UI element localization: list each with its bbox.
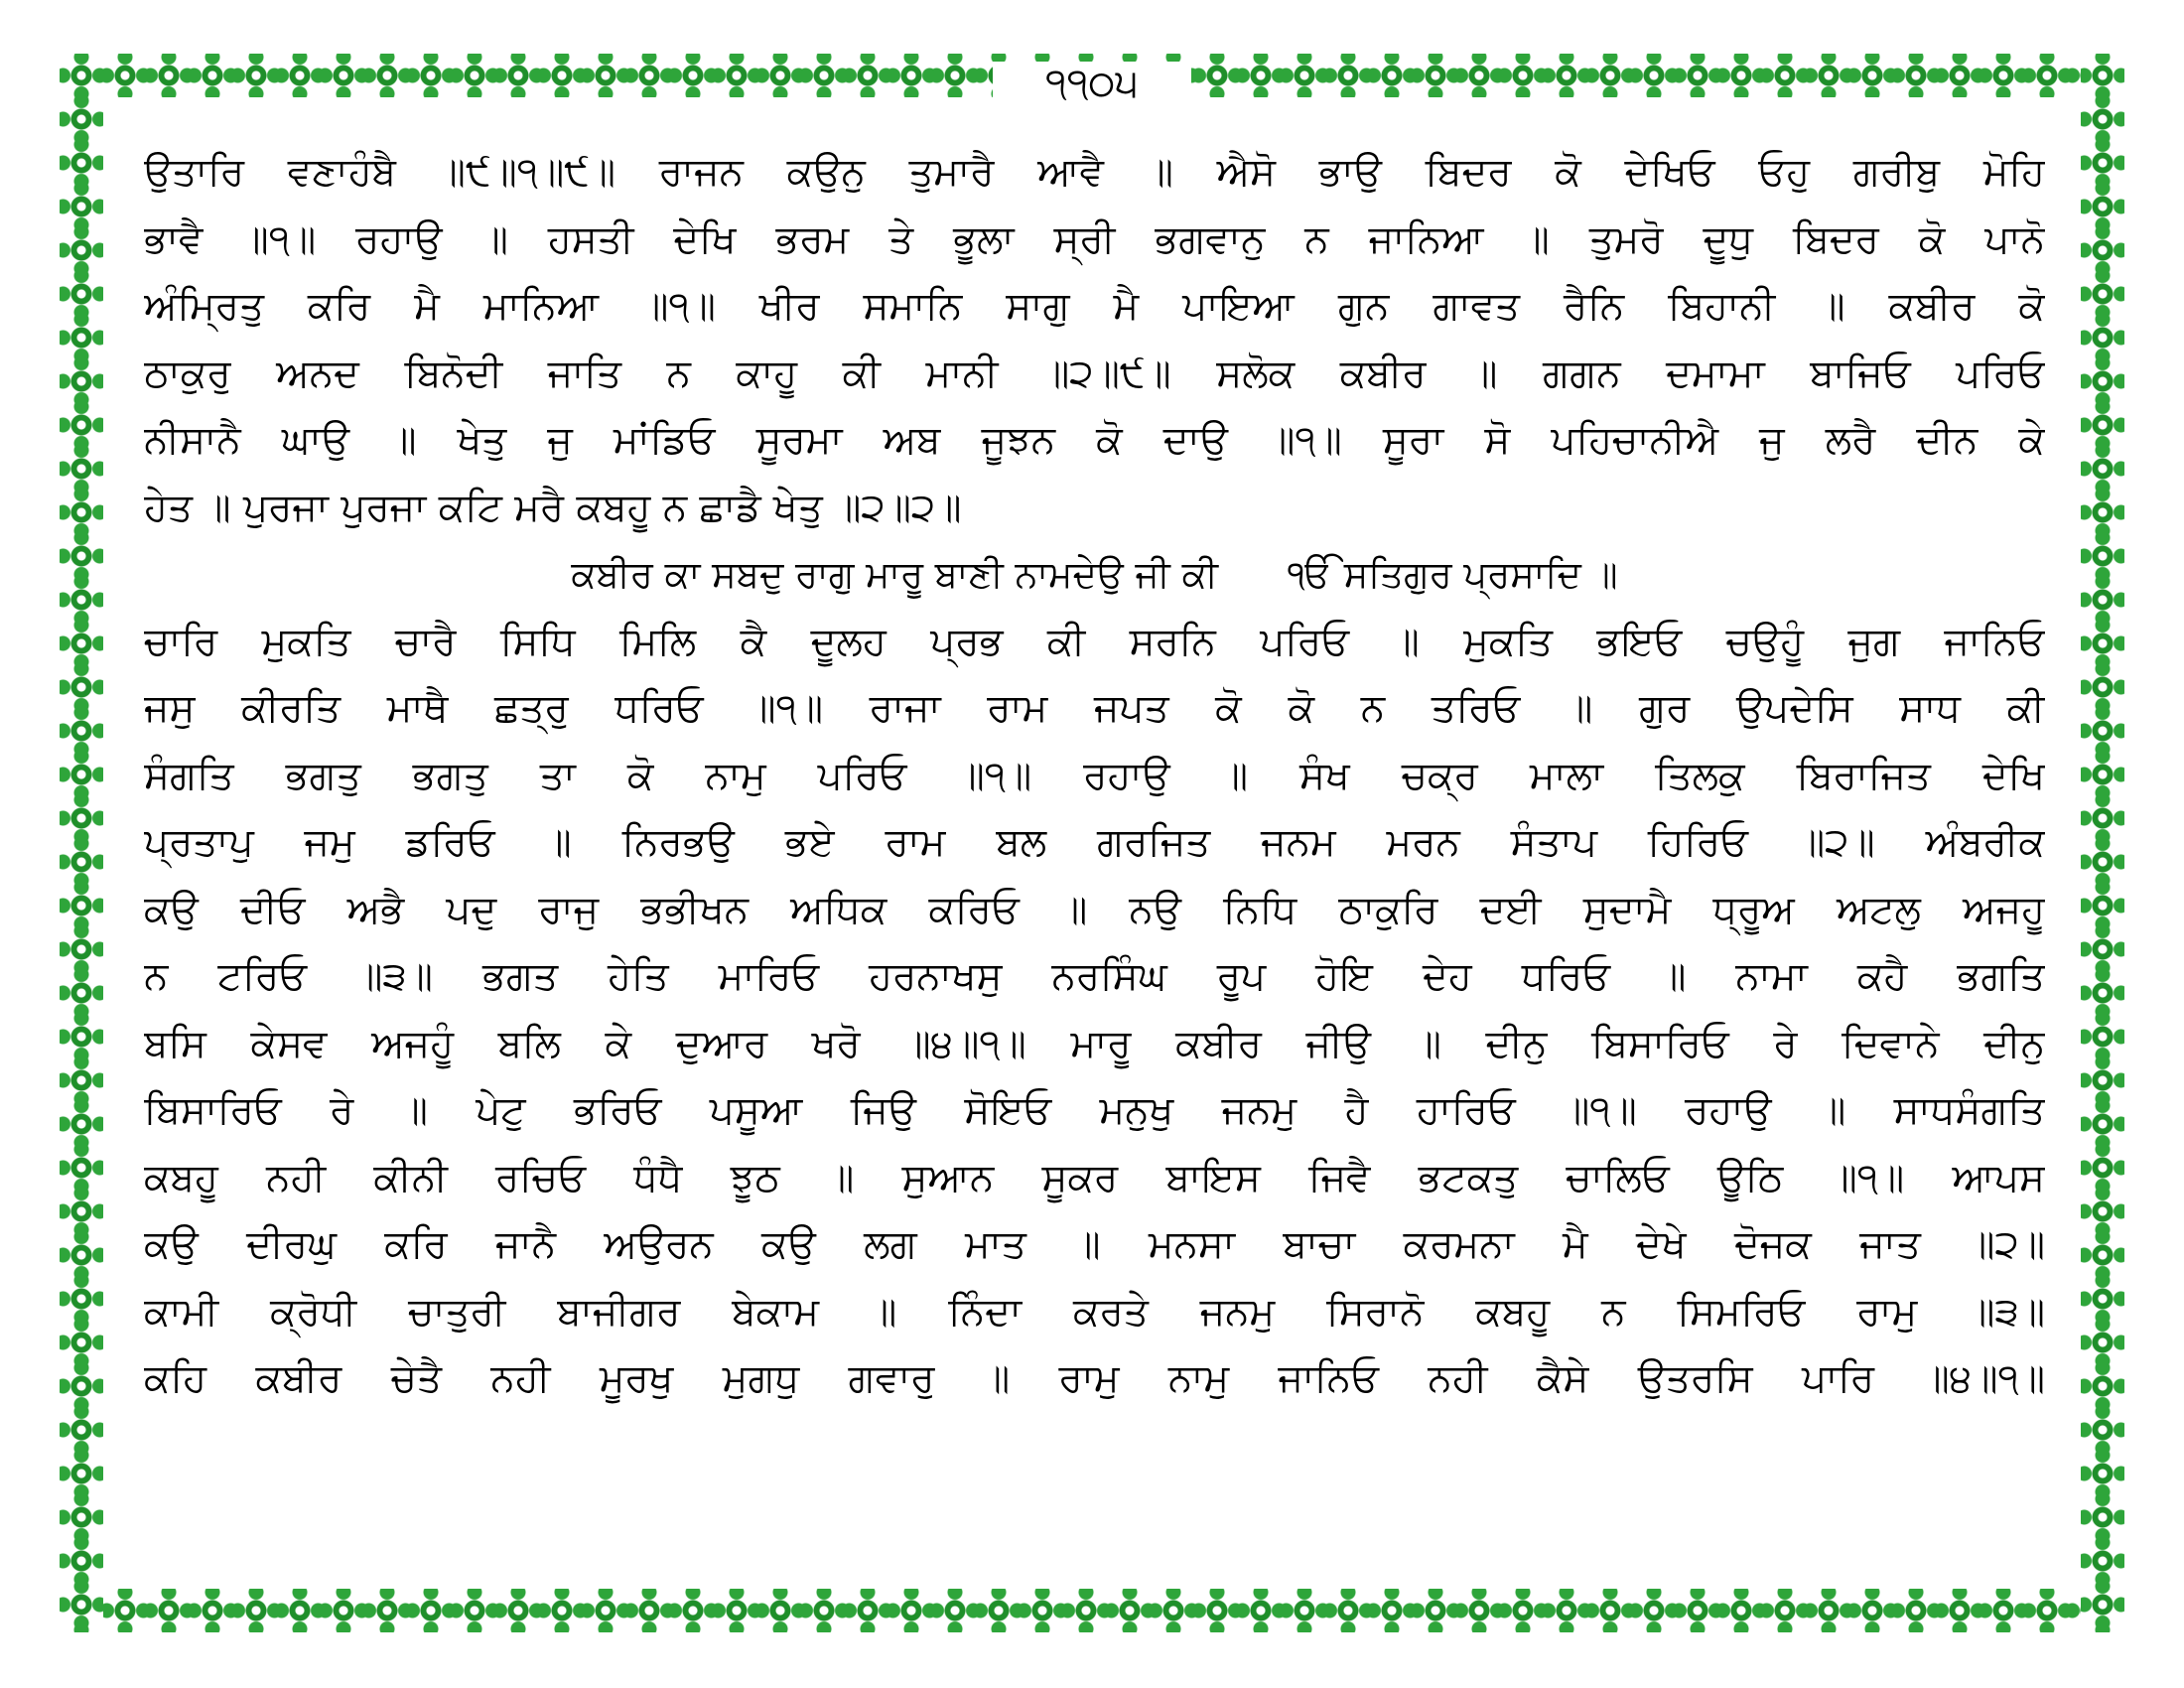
text-line: ਸੰਗਤਿ ਭਗਤੁ ਭਗਤੁ ਤਾ ਕੋ ਨਾਮੁ ਪਰਿਓ ॥੧॥ ਰਹਾਉ ॥ ਸੰਖ ਚਕ੍ਰ ਮਾਲਾ ਤਿਲਕੁ ਬਿਰਾਜਿਤ ਦੇਖਿ xyxy=(144,753,2045,798)
text-line: ਜਸੁ ਕੀਰਤਿ ਮਾਥੈ ਛਤ੍ਰੁ ਧਰਿਓ ॥੧॥ ਰਾਜਾ ਰਾਮ ਜਪਤ ਕੋ ਕੋ ਨ ਤਰਿਓ ॥ ਗੁਰ ਉਪਦੇਸਿ ਸਾਧ ਕੀ xyxy=(144,686,2045,731)
text-line: ਕਾਮੀ ਕ੍ਰੋਧੀ ਚਾਤੁਰੀ ਬਾਜੀਗਰ ਬੇਕਾਮ ॥ ਨਿੰਦਾ ਕਰਤੇ ਜਨਮੁ ਸਿਰਾਨੋ ਕਬਹੂ ਨ ਸਿਮਰਿਓ ਰਾਮੁ ॥੩॥ xyxy=(144,1289,2045,1335)
text-line: ਨ ਟਰਿਓ ॥੩॥ ਭਗਤ ਹੇਤਿ ਮਾਰਿਓ ਹਰਨਾਖਸੁ ਨਰਸਿੰਘ ਰੂਪ ਹੋਇ ਦੇਹ ਧਰਿਓ ॥ ਨਾਮਾ ਕਹੈ ਭਗਤਿ xyxy=(144,954,2045,999)
text-line: ਕਉ ਦੀਓ ਅਭੈ ਪਦੁ ਰਾਜੁ ਭਭੀਖਨ ਅਧਿਕ ਕਰਿਓ ॥ ਨਉ ਨਿਧਿ ਠਾਕੁਰਿ ਦਈ ਸੁਦਾਮੈ ਧ੍ਰੂਅ ਅਟਲੁ ਅਜਹੂ xyxy=(144,887,2045,932)
floral-border-right xyxy=(2081,54,2124,1632)
text-line: ਉਤਾਰਿ ਵਣਾਹੰਬੈ ॥੯॥੧॥੯॥ ਰਾਜਨ ਕਉਨੁ ਤੁਮਾਰੈ ਆਵੈ ॥ ਐਸੋ ਭਾਉ ਬਿਦਰ ਕੋ ਦੇਖਿਓ ਓਹੁ ਗਰੀਬੁ ਮੋਹਿ xyxy=(144,150,2045,195)
text-line: ਬਸਿ ਕੇਸਵ ਅਜਹੂੰ ਬਲਿ ਕੇ ਦੁਆਰ ਖਰੋ ॥੪॥੧॥ ਮਾਰੂ ਕਬੀਰ ਜੀਉ ॥ ਦੀਨੁ ਬਿਸਾਰਿਓ ਰੇ ਦਿਵਾਨੇ ਦੀਨੁ xyxy=(144,1021,2045,1066)
floral-border-left xyxy=(60,54,103,1632)
text-line: ਕਬਹੂ ਨਹੀ ਕੀਨੀ ਰਚਿਓ ਧੰਧੈ ਝੂਠ ॥ ਸੁਆਨ ਸੂਕਰ ਬਾਇਸ ਜਿਵੈ ਭਟਕਤੁ ਚਾਲਿਓ ਊਠਿ ॥੧॥ ਆਪਸ xyxy=(144,1155,2045,1200)
text-line: ਭਾਵੈ ॥੧॥ ਰਹਾਉ ॥ ਹਸਤੀ ਦੇਖਿ ਭਰਮ ਤੇ ਭੂਲਾ ਸ੍ਰੀ ਭਗਵਾਨੁ ਨ ਜਾਨਿਆ ॥ ਤੁਮਰੋ ਦੂਧੁ ਬਿਦਰ ਕੋ ਪਾਨੋ xyxy=(144,216,2045,262)
section-heading xyxy=(144,541,2045,609)
mool-mantar-invocation: ੴ ਸਤਿਗੁਰ ਪ੍ਰਸਾਦਿ ॥ xyxy=(1287,553,1618,596)
scripture-text-block xyxy=(144,139,2045,1413)
text-line: ਹੇਤ ॥ ਪੁਰਜਾ ਪੁਰਜਾ ਕਟਿ ਮਰੈ ਕਬਹੂ ਨ ਛਾਡੈ ਖੇਤੁ ॥੨॥੨॥ xyxy=(144,485,962,530)
text-line: ਕਉ ਦੀਰਘੁ ਕਰਿ ਜਾਨੈ ਅਉਰਨ ਕਉ ਲਗ ਮਾਤ ॥ ਮਨਸਾ ਬਾਚਾ ਕਰਮਨਾ ਮੈ ਦੇਖੇ ਦੋਜਕ ਜਾਤ ॥੨॥ xyxy=(144,1222,2045,1267)
floral-border-bottom xyxy=(60,1589,2124,1632)
heading-title: ਕਬੀਰ ਕਾ ਸਬਦੁ ਰਾਗੁ ਮਾਰੂ ਬਾਣੀ ਨਾਮਦੇਉ ਜੀ ਕੀ xyxy=(571,553,1218,596)
text-line: ਪ੍ਰਤਾਪੁ ਜਮੁ ਡਰਿਓ ॥ ਨਿਰਭਉ ਭਏ ਰਾਮ ਬਲ ਗਰਜਿਤ ਜਨਮ ਮਰਨ ਸੰਤਾਪ ਹਿਰਿਓ ॥੨॥ ਅੰਬਰੀਕ xyxy=(144,820,2045,865)
text-line: ਠਾਕੁਰੁ ਅਨਦ ਬਿਨੋਦੀ ਜਾਤਿ ਨ ਕਾਹੂ ਕੀ ਮਾਨੀ ॥੨॥੯॥ ਸਲੋਕ ਕਬੀਰ ॥ ਗਗਨ ਦਮਾਮਾ ਬਾਜਿਓ ਪਰਿਓ xyxy=(144,351,2045,396)
text-line: ਚਾਰਿ ਮੁਕਤਿ ਚਾਰੈ ਸਿਧਿ ਮਿਲਿ ਕੈ ਦੂਲਹ ਪ੍ਰਭ ਕੀ ਸਰਨਿ ਪਰਿਓ ॥ ਮੁਕਤਿ ਭਇਓ ਚਉਹੂੰ ਜੁਗ ਜਾਨਿਓ xyxy=(144,619,2045,664)
text-line: ਅੰਮ੍ਰਿਤੁ ਕਰਿ ਮੈ ਮਾਨਿਆ ॥੧॥ ਖੀਰ ਸਮਾਨਿ ਸਾਗੁ ਮੈ ਪਾਇਆ ਗੁਨ ਗਾਵਤ ਰੈਨਿ ਬਿਹਾਨੀ ॥ ਕਬੀਰ ਕੋ xyxy=(144,284,2045,329)
text-line: ਬਿਸਾਰਿਓ ਰੇ ॥ ਪੇਟੁ ਭਰਿਓ ਪਸੂਆ ਜਿਉ ਸੋਇਓ ਮਨੁਖੁ ਜਨਮੁ ਹੈ ਹਾਰਿਓ ॥੧॥ ਰਹਾਉ ॥ ਸਾਧਸੰਗਤਿ xyxy=(144,1088,2045,1133)
page-number: ੧੧੦੫ xyxy=(993,62,1191,105)
text-line: ਨੀਸਾਨੈ ਘਾਉ ॥ ਖੇਤੁ ਜੁ ਮਾਂਡਿਓ ਸੂਰਮਾ ਅਬ ਜੂਝਨ ਕੋ ਦਾਉ ॥੧॥ ਸੂਰਾ ਸੋ ਪਹਿਚਾਨੀਐ ਜੁ ਲਰੈ ਦੀਨ ਕੇ xyxy=(144,418,2045,463)
text-line: ਕਹਿ ਕਬੀਰ ਚੇਤੈ ਨਹੀ ਮੂਰਖੁ ਮੁਗਧੁ ਗਵਾਰੁ ॥ ਰਾਮੁ ਨਾਮੁ ਜਾਨਿਓ ਨਹੀ ਕੈਸੇ ਉਤਰਸਿ ਪਾਰਿ ॥੪॥੧॥ xyxy=(144,1356,2045,1401)
